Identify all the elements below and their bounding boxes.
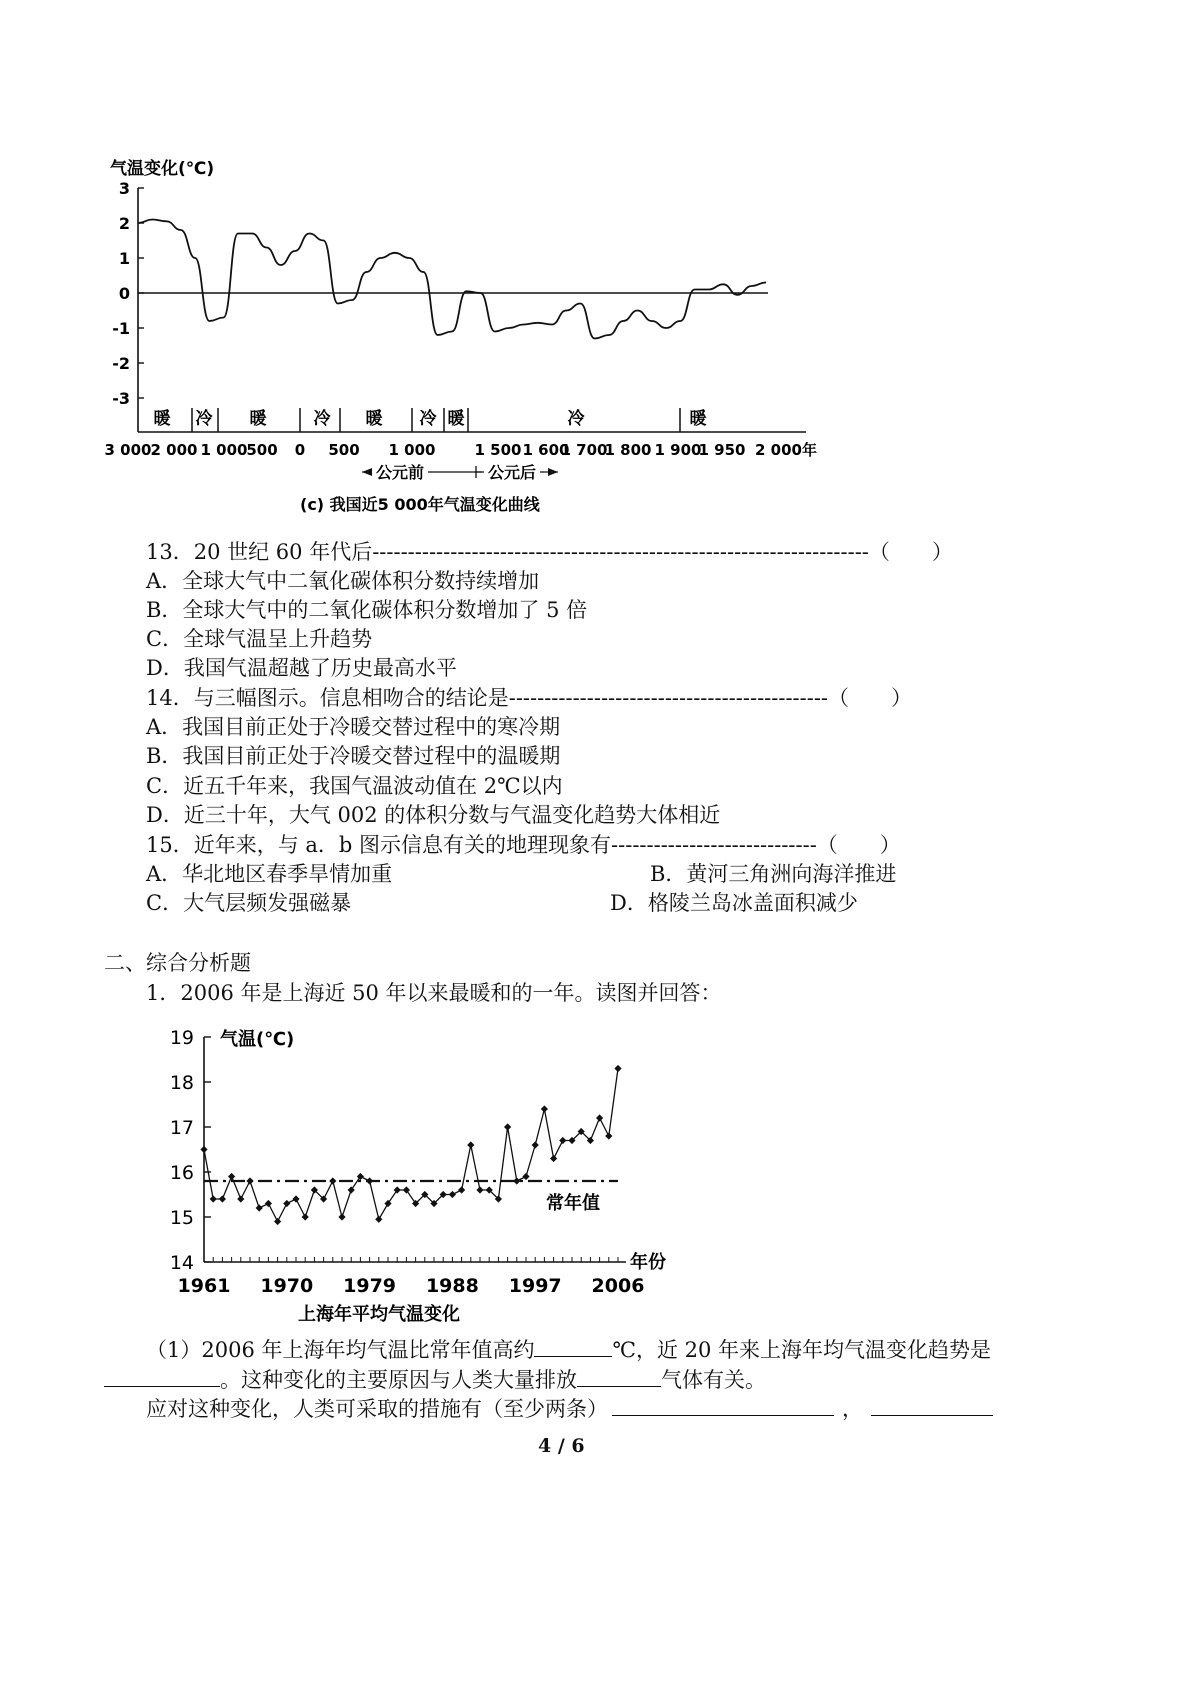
chart1-ytick-label: 0	[118, 284, 130, 303]
chart2-ytick-label: 17	[169, 1117, 194, 1139]
section2-q1-intro: 1．2006 年是上海近 50 年以来最暖和的一年。读图并回答：	[146, 981, 722, 1005]
chart2-point	[614, 1065, 621, 1072]
chart2-xtick-label: 1988	[425, 1275, 479, 1297]
q1-part2-line	[146, 1393, 993, 1423]
chart2-point	[302, 1213, 309, 1220]
chart1-xtick-label: 500	[246, 441, 278, 459]
chart2-point	[366, 1177, 373, 1184]
chart2-point	[467, 1141, 474, 1148]
chart2-point	[338, 1213, 345, 1220]
q14-option-c: C．近五千年来，我国气温波动值在 2℃以内	[146, 774, 563, 798]
chart1-period-labels	[154, 408, 707, 429]
q1-part1-text-b: ℃，近 20 年来上海年均气温变化趋势是	[612, 1338, 992, 1362]
q15-option-a: A．华北地区春季旱情加重	[146, 862, 393, 886]
chart2-point	[237, 1195, 244, 1202]
chart2-point	[541, 1105, 548, 1112]
chart1-ytick-label: -1	[112, 319, 130, 338]
chart2-point	[265, 1200, 272, 1207]
era-ad-label: 公元后	[488, 463, 537, 482]
q13-option-a: A．全球大气中二氧化碳体积分数持续增加	[146, 569, 540, 593]
chart2-caption: 上海年平均气温变化	[298, 1304, 460, 1325]
chart1-xtick-label: 3 000	[104, 441, 152, 459]
answer-blank-3[interactable]	[577, 1368, 661, 1387]
chart2-point	[394, 1186, 401, 1193]
chart2-point	[403, 1186, 410, 1193]
chart2-ytick-label: 14	[169, 1252, 194, 1274]
chart1-xtick-label: 0	[294, 441, 306, 459]
chart2-xaxis	[178, 1257, 645, 1297]
chart2-point	[200, 1146, 207, 1153]
chart2-point	[449, 1191, 456, 1198]
chart1-period-label: 冷	[419, 409, 437, 429]
chart1-period-label: 暖	[689, 409, 707, 429]
chart2-ytick-label: 16	[169, 1162, 194, 1184]
chart1-era-indicator	[362, 460, 558, 482]
answer-blank-2[interactable]	[104, 1368, 220, 1387]
chart1-xtick-label: 1 950	[698, 441, 746, 459]
q13-option-d: D．我国气温超越了历史最高水平	[146, 656, 457, 680]
temperature-5000yr-chart	[100, 150, 840, 520]
q1-part1-text-c: 。这种变化的主要原因与人类大量排放	[220, 1368, 577, 1392]
q1-part1-text-a: （1）2006 年上海年均气温比常年值高约	[146, 1338, 535, 1362]
chart1-xtick-label: 1 600	[522, 441, 570, 459]
chart1-ytick-label: 3	[118, 179, 130, 198]
chart2-xlabel: 年份	[630, 1252, 666, 1273]
chart2-point	[348, 1186, 355, 1193]
chart2-point	[219, 1195, 226, 1202]
chart2-ylabel: 气温(℃)	[220, 1029, 295, 1050]
chart2-xtick-label: 1970	[260, 1275, 314, 1297]
chart1-xtick-label: 1 800	[604, 441, 652, 459]
chart2-xtick-label: 1979	[343, 1275, 397, 1297]
chart1-period-label: 冷	[195, 409, 213, 429]
chart2-point	[329, 1177, 336, 1184]
q1-part1-line1	[146, 1334, 991, 1364]
chart1-xtick-label: 1 000	[388, 441, 436, 459]
chart2-xtick-label: 1961	[177, 1275, 231, 1297]
chart2-point	[532, 1141, 539, 1148]
q14-stem: 14．与三幅图示。信息相吻合的结论是---------------------------------------------（ ）	[146, 686, 913, 710]
q1-part1-text-d: 气体有关。	[661, 1368, 766, 1392]
q1-part2-text: 应对这种变化，人类可采取的措施有（至少两条）	[146, 1397, 608, 1421]
chart1-xtick-label: 1 500	[474, 441, 522, 459]
chart2-xtick-label: 2006	[591, 1275, 645, 1297]
chart2-ytick-label: 18	[169, 1072, 194, 1094]
chart1-period-label: 暖	[447, 409, 465, 429]
q15-option-c: C．大气层频发强磁暴	[146, 891, 352, 915]
chart1-xtick-label: 1 900	[654, 441, 702, 459]
q1-part2-sep: ，	[842, 1397, 863, 1421]
q15-option-b: B．黄河三角洲向海洋推进	[650, 862, 897, 886]
q15-option-d: D．格陵兰岛冰盖面积减少	[610, 891, 858, 915]
chart2-point	[256, 1204, 263, 1211]
answer-blank-4[interactable]	[612, 1397, 834, 1416]
chart1-ytick-label: -2	[112, 354, 130, 373]
answer-blank-1[interactable]	[534, 1338, 612, 1357]
chart1-ytick-label: -3	[112, 389, 130, 408]
section2-heading: 二、综合分析题	[104, 951, 251, 975]
chart1-ytick-label: 2	[118, 214, 130, 233]
chart1-period-label: 暖	[249, 409, 267, 429]
chart1-xtick-label: 500	[328, 441, 360, 459]
chart2-point	[283, 1200, 290, 1207]
chart1-ytick-label: 1	[118, 249, 130, 268]
chart2-point	[274, 1218, 281, 1225]
chart2-point	[605, 1132, 612, 1139]
q15-stem: 15．近年来，与 a．b 图示信息有关的地理现象有-----------------------------（ ）	[146, 833, 901, 857]
q14-option-a: A．我国目前正处于冷暖交替过程中的寒冷期	[146, 715, 561, 739]
chart1-xtick-label: 2 000	[150, 441, 198, 459]
chart1-xtick-label: 1 700	[560, 441, 608, 459]
q1-part1-line2	[104, 1364, 766, 1394]
chart1-period-label: 暖	[365, 409, 383, 429]
chart2-normal-label: 常年值	[546, 1193, 600, 1214]
chart1-temperature-curve	[138, 220, 766, 339]
chart2-point	[513, 1177, 520, 1184]
q14-option-d: D．近三十年，大气 002 的体积分数与气温变化趋势大体相近	[146, 803, 721, 827]
chart1-caption: (c) 我国近5 000年气温变化曲线	[300, 495, 540, 514]
shanghai-temperature-chart	[160, 1016, 690, 1336]
chart2-point	[228, 1173, 235, 1180]
chart2-point	[357, 1173, 364, 1180]
q14-option-b: B．我国目前正处于冷暖交替过程中的温暖期	[146, 744, 561, 768]
chart1-xtick-label: 2 000年	[755, 441, 817, 459]
chart1-xticks	[105, 441, 817, 459]
chart2-ytick-label: 15	[169, 1207, 194, 1229]
chart2-point	[384, 1200, 391, 1207]
chart2-point	[458, 1186, 465, 1193]
chart2-point	[292, 1195, 299, 1202]
chart2-point	[522, 1173, 529, 1180]
chart2-point	[246, 1177, 253, 1184]
chart2-ytick-label: 19	[169, 1027, 194, 1049]
era-bc-label: 公元前	[376, 463, 425, 482]
chart1-period-label: 冷	[313, 409, 331, 429]
chart1-yaxis	[112, 179, 144, 432]
chart2-point	[559, 1137, 566, 1144]
chart2-xtick-label: 1997	[508, 1275, 562, 1297]
chart1-period-label: 冷	[567, 409, 585, 429]
chart2-point	[375, 1216, 382, 1223]
q13-option-c: C．全球气温呈上升趋势	[146, 627, 373, 651]
answer-blank-5[interactable]	[871, 1397, 993, 1416]
chart2-point	[550, 1155, 557, 1162]
chart1-period-label: 暖	[153, 409, 171, 429]
chart2-point	[476, 1186, 483, 1193]
chart2-point	[596, 1114, 603, 1121]
page-number: 4 / 6	[538, 1435, 585, 1457]
chart2-point	[210, 1195, 217, 1202]
chart1-xtick-label: 1 000	[200, 441, 248, 459]
chart1-ylabel: 气温变化(℃)	[110, 159, 215, 179]
chart2-point	[504, 1123, 511, 1130]
q13-option-b: B．全球大气中的二氧化碳体积分数增加了 5 倍	[146, 598, 588, 622]
q13-stem: 13．20 世纪 60 年代后----------------------------------------------------------------------（ ）	[146, 540, 953, 564]
